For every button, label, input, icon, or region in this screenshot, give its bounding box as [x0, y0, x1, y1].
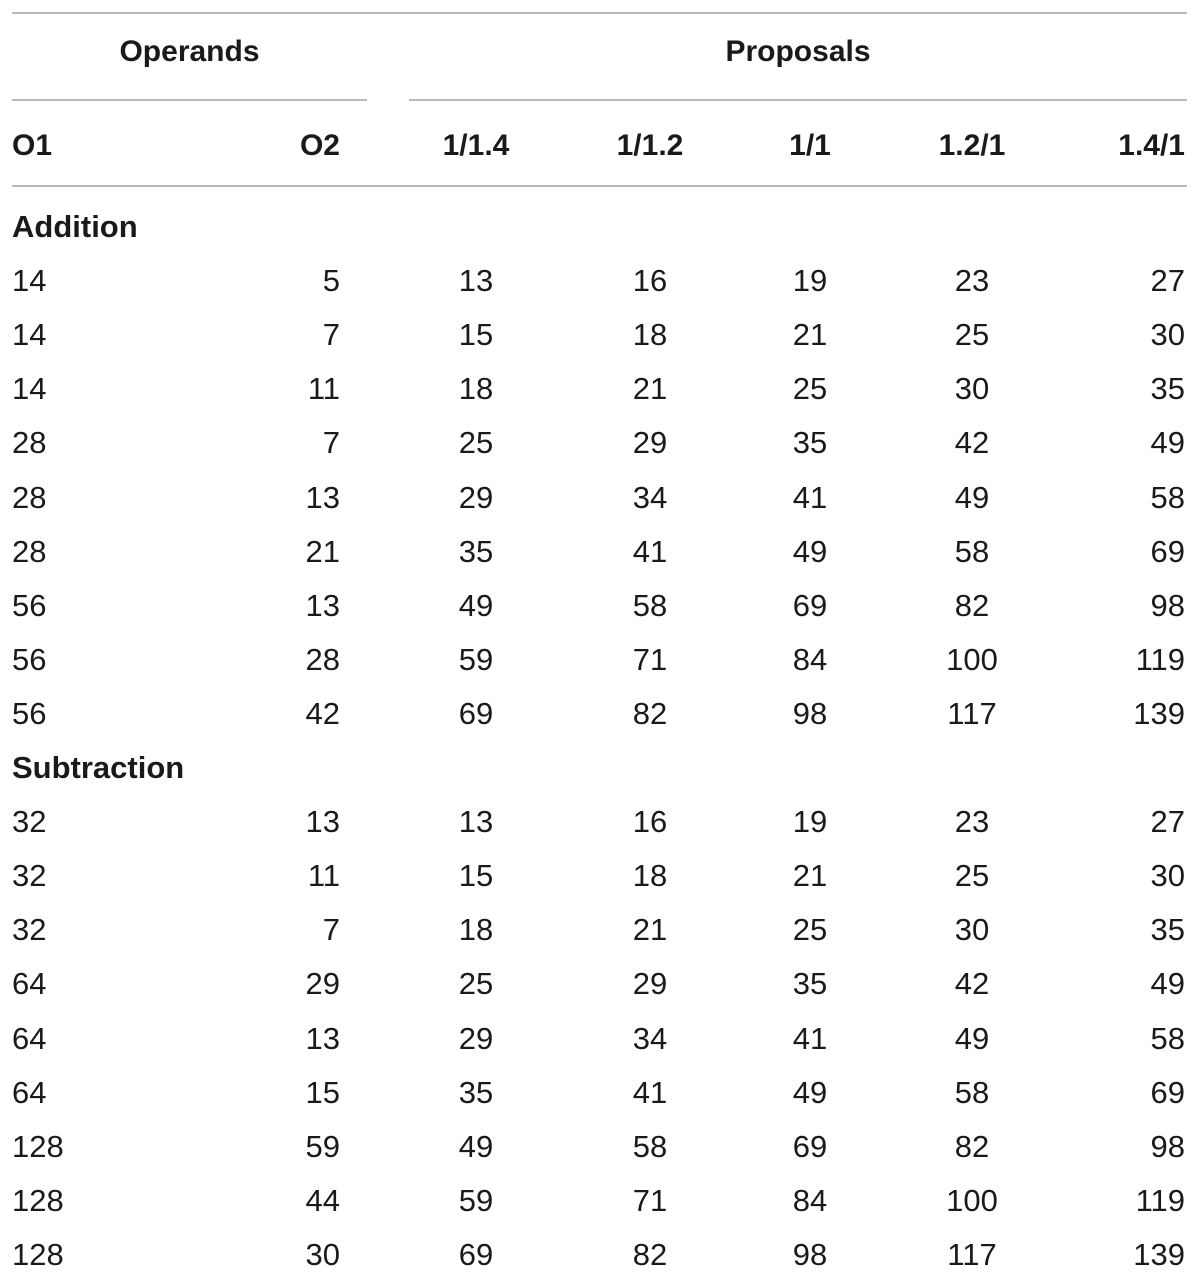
table-row [0, 1066, 1200, 1120]
table-cell: 21 [792, 317, 828, 353]
table-cell: 13 [305, 587, 340, 623]
table-row [0, 795, 1200, 849]
table-cell: 13 [458, 804, 494, 840]
table-cell: 13 [305, 479, 340, 515]
table-cell: 69 [1150, 1074, 1185, 1110]
table-row [0, 957, 1200, 1011]
table-cell: 69 [458, 695, 494, 731]
table-cell: 30 [1150, 317, 1185, 353]
table-row [0, 471, 1200, 525]
table-cell: 98 [792, 1236, 828, 1272]
table-cell: 7 [322, 912, 340, 948]
table-cell: 59 [458, 1182, 494, 1218]
table-cell: 28 [12, 533, 47, 569]
table-cell: 98 [1150, 587, 1185, 623]
table-cell: 49 [458, 587, 494, 623]
table-cell: 56 [12, 695, 47, 731]
table-cell: 117 [947, 1236, 997, 1272]
table-cell: 16 [632, 263, 668, 299]
table-row [0, 525, 1200, 579]
table-row [0, 308, 1200, 362]
table-cell: 29 [458, 479, 494, 515]
column-header-row [0, 119, 1200, 173]
table-cell: 59 [305, 1128, 340, 1164]
table-cell: 35 [458, 1074, 494, 1110]
table-cell: 64 [12, 966, 47, 1002]
proposals-group-header: Proposals [725, 35, 871, 68]
table-row [0, 849, 1200, 903]
table-cell: 69 [792, 1128, 828, 1164]
operands-underline [12, 99, 367, 101]
table-cell: 35 [792, 425, 828, 461]
table-row [0, 1174, 1200, 1228]
table-cell: 28 [12, 479, 47, 515]
table-cell: 11 [307, 858, 340, 894]
table-cell: 100 [946, 641, 998, 677]
table-cell: 35 [792, 966, 828, 1002]
table-cell: 16 [632, 804, 668, 840]
column-header-proposal-2: 1/1.2 [616, 129, 684, 162]
table-cell: 49 [954, 1020, 990, 1056]
table-cell: 25 [954, 858, 990, 894]
table-cell: 71 [632, 1182, 668, 1218]
proposals-underline [409, 99, 1187, 101]
column-header-proposal-5: 1.4/1 [1118, 129, 1185, 162]
table-cell: 18 [458, 371, 494, 407]
table-cell: 32 [12, 858, 47, 894]
table-cell: 69 [1150, 533, 1185, 569]
table-cell: 23 [954, 804, 990, 840]
table-cell: 41 [632, 533, 668, 569]
table-cell: 29 [632, 425, 668, 461]
table-cell: 64 [12, 1020, 47, 1056]
table-cell: 117 [947, 695, 997, 731]
table-cell: 13 [305, 804, 340, 840]
table-cell: 18 [632, 858, 668, 894]
table-cell: 15 [458, 858, 494, 894]
table-cell: 69 [792, 587, 828, 623]
table-cell: 27 [1150, 263, 1185, 299]
table-cell: 32 [12, 912, 47, 948]
table-cell: 84 [792, 1182, 828, 1218]
table-top-rule [12, 12, 1187, 14]
table-cell: 128 [12, 1236, 64, 1272]
table-cell: 15 [305, 1074, 340, 1110]
table-cell: 5 [322, 263, 340, 299]
table-cell: 30 [954, 371, 990, 407]
table-cell: 128 [12, 1182, 64, 1218]
table-cell: 14 [12, 317, 47, 353]
table-cell: 30 [1150, 858, 1185, 894]
table-cell: 29 [305, 966, 340, 1002]
table-row [0, 254, 1200, 308]
table-row [0, 579, 1200, 633]
table-cell: 23 [954, 263, 990, 299]
table-cell: 35 [1150, 912, 1185, 948]
table-cell: 30 [954, 912, 990, 948]
table-cell: 82 [954, 1128, 990, 1164]
table-cell: 42 [954, 966, 990, 1002]
table-cell: 25 [458, 966, 494, 1002]
table-cell: 18 [458, 912, 494, 948]
table-cell: 28 [305, 641, 340, 677]
table-cell: 49 [1150, 425, 1185, 461]
table-cell: 42 [954, 425, 990, 461]
table-cell: 15 [458, 317, 494, 353]
table-cell: 19 [792, 804, 828, 840]
table-cell: 44 [305, 1182, 340, 1218]
table-cell: 64 [12, 1074, 47, 1110]
table-cell: 14 [12, 263, 47, 299]
table-cell: 25 [954, 317, 990, 353]
table-row [0, 1228, 1200, 1282]
table-cell: 21 [632, 371, 668, 407]
table-row [0, 687, 1200, 741]
table-cell: 128 [12, 1128, 64, 1164]
table-cell: 49 [792, 1074, 828, 1110]
table-cell: 69 [458, 1236, 494, 1272]
table-cell: 119 [1135, 641, 1185, 677]
column-header-rule [12, 185, 1187, 187]
column-header-o1: O1 [12, 129, 53, 162]
table-cell: 71 [632, 641, 668, 677]
section-header: Addition [12, 209, 138, 244]
table-cell: 35 [458, 533, 494, 569]
table-cell: 41 [792, 479, 828, 515]
table-cell: 34 [632, 479, 668, 515]
table-cell: 82 [632, 695, 668, 731]
table-cell: 41 [792, 1020, 828, 1056]
table-row [0, 362, 1200, 416]
table-cell: 98 [1150, 1128, 1185, 1164]
table-cell: 25 [792, 912, 828, 948]
table-cell: 29 [458, 1020, 494, 1056]
operands-group-header: Operands [119, 35, 260, 68]
table-cell: 139 [1133, 695, 1185, 731]
table-cell: 13 [458, 263, 494, 299]
table-cell: 11 [307, 371, 340, 407]
table-cell: 25 [458, 425, 494, 461]
table-cell: 30 [305, 1236, 340, 1272]
table-cell: 58 [632, 587, 668, 623]
table-cell: 98 [792, 695, 828, 731]
table-cell: 13 [305, 1020, 340, 1056]
table-cell: 29 [632, 966, 668, 1002]
table-cell: 58 [632, 1128, 668, 1164]
table-row [0, 1012, 1200, 1066]
table-cell: 28 [12, 425, 47, 461]
table-cell: 82 [954, 587, 990, 623]
table-row [0, 903, 1200, 957]
table-cell: 7 [322, 425, 340, 461]
table-cell: 100 [946, 1182, 998, 1218]
table-cell: 34 [632, 1020, 668, 1056]
table-cell: 58 [954, 533, 990, 569]
table-cell: 19 [792, 263, 828, 299]
table-cell: 58 [1150, 479, 1185, 515]
table-cell: 58 [1150, 1020, 1185, 1056]
table-cell: 84 [792, 641, 828, 677]
table-row [0, 1120, 1200, 1174]
column-header-proposal-1: 1/1.4 [442, 129, 510, 162]
table-cell: 41 [632, 1074, 668, 1110]
table-cell: 21 [305, 533, 340, 569]
table-cell: 25 [792, 371, 828, 407]
table-cell: 59 [458, 641, 494, 677]
table-cell: 139 [1133, 1236, 1185, 1272]
table-cell: 7 [322, 317, 340, 353]
table-cell: 58 [954, 1074, 990, 1110]
table-cell: 56 [12, 641, 47, 677]
table-cell: 35 [1150, 371, 1185, 407]
section-header: Subtraction [12, 750, 185, 785]
column-header-o2: O2 [299, 129, 340, 162]
table-row [0, 416, 1200, 470]
table-cell: 42 [305, 695, 340, 731]
table-cell: 21 [792, 858, 828, 894]
table-cell: 56 [12, 587, 47, 623]
table-cell: 82 [632, 1236, 668, 1272]
table-cell: 14 [12, 371, 47, 407]
table-cell: 21 [632, 912, 668, 948]
table-cell: 27 [1150, 804, 1185, 840]
column-header-proposal-4: 1.2/1 [938, 129, 1006, 162]
table-row [0, 633, 1200, 687]
table-cell: 18 [632, 317, 668, 353]
table-cell: 49 [954, 479, 990, 515]
column-header-proposal-3: 1/1 [789, 129, 831, 162]
table-cell: 32 [12, 804, 47, 840]
table-cell: 49 [458, 1128, 494, 1164]
table-cell: 49 [1150, 966, 1185, 1002]
table-cell: 119 [1135, 1182, 1185, 1218]
table-cell: 49 [792, 533, 828, 569]
